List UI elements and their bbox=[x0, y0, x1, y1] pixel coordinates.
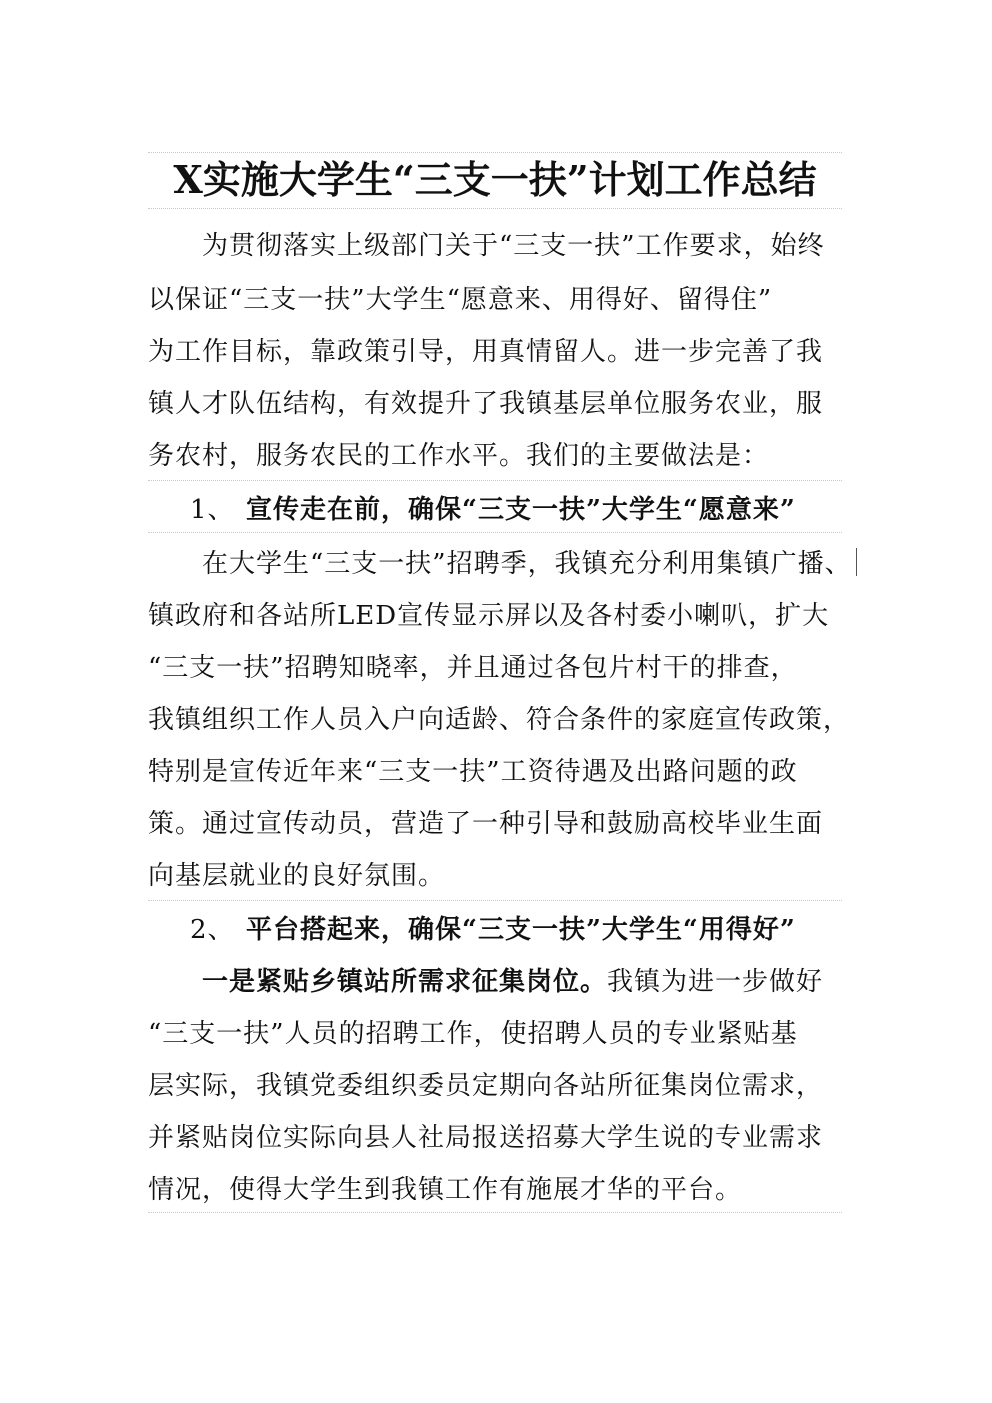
section-2-lead-bold: 一是紧贴乡镇站所需求征集岗位。 bbox=[148, 967, 608, 997]
section-2-number: 2、 bbox=[190, 915, 235, 945]
section-2-line-3: 层实际，我镇党委组织委员定期向各站所征集岗位需求， bbox=[148, 1071, 824, 1101]
document-title: X实施大学生“三支一扶”计划工作总结 bbox=[173, 157, 817, 202]
intro-line-2: 以保证“三支一扶”大学生“愿意来、用得好、留得住” bbox=[148, 285, 773, 315]
section-1-line-4: 我镇组织工作人员入户向适龄、符合条件的家庭宣传政策， bbox=[148, 705, 851, 735]
section-1-line-7: 向基层就业的良好氛围。 bbox=[148, 861, 446, 891]
section-2-lead-rest: 我镇为进一步做好 bbox=[607, 967, 824, 997]
section-2-end-rule bbox=[148, 1212, 842, 1213]
intro-line-4: 镇人才队伍结构，有效提升了我镇基层单位服务农业，服 bbox=[148, 389, 824, 419]
section-2-line-5: 情况，使得大学生到我镇工作有施展才华的平台。 bbox=[148, 1175, 743, 1205]
margin-mark bbox=[856, 548, 857, 576]
section-1-heading-text: 宣传走在前，确保“三支一扶”大学生“愿意来” bbox=[246, 495, 796, 525]
intro-line-5: 务农村，服务农民的工作水平。我们的主要做法是： bbox=[148, 441, 770, 471]
intro-line-3: 为工作目标，靠政策引导，用真情留人。进一步完善了我 bbox=[148, 337, 824, 367]
section-1-line-3: “三支一扶”招聘知晓率，并且通过各包片村干的排查， bbox=[148, 653, 798, 683]
section-1-number: 1、 bbox=[190, 495, 235, 525]
section-1-line-5: 特别是宣传近年来“三支一扶”工资待遇及出路问题的政 bbox=[148, 757, 798, 787]
section-1-line-6: 策。通过宣传动员，营造了一种引导和鼓励高校毕业生面 bbox=[148, 809, 824, 839]
section-2-line-4: 并紧贴岗位实际向县人社局报送招募大学生说的专业需求 bbox=[148, 1123, 824, 1153]
section-1-line-1: 在大学生“三支一扶”招聘季，我镇充分利用集镇广播、 bbox=[148, 549, 852, 579]
paragraph-rule bbox=[148, 480, 842, 481]
section-2-line-2: “三支一扶”人员的招聘工作，使招聘人员的专业紧贴基 bbox=[148, 1019, 798, 1049]
title-bottom-rule bbox=[148, 208, 842, 209]
section-2-line-1 bbox=[148, 964, 823, 1000]
section-2-heading-text: 平台搭起来，确保“三支一扶”大学生“用得好” bbox=[246, 915, 796, 945]
intro-line-1: 为贯彻落实上级部门关于“三支一扶”工作要求，始终 bbox=[148, 231, 825, 261]
section-1-line-2: 镇政府和各站所LED宣传显示屏以及各村委小喇叭，扩大 bbox=[148, 601, 830, 631]
section-1-end-rule bbox=[148, 900, 842, 901]
section-1-heading bbox=[190, 492, 796, 528]
section-1-heading-rule bbox=[148, 532, 842, 533]
section-2-heading bbox=[190, 912, 796, 948]
